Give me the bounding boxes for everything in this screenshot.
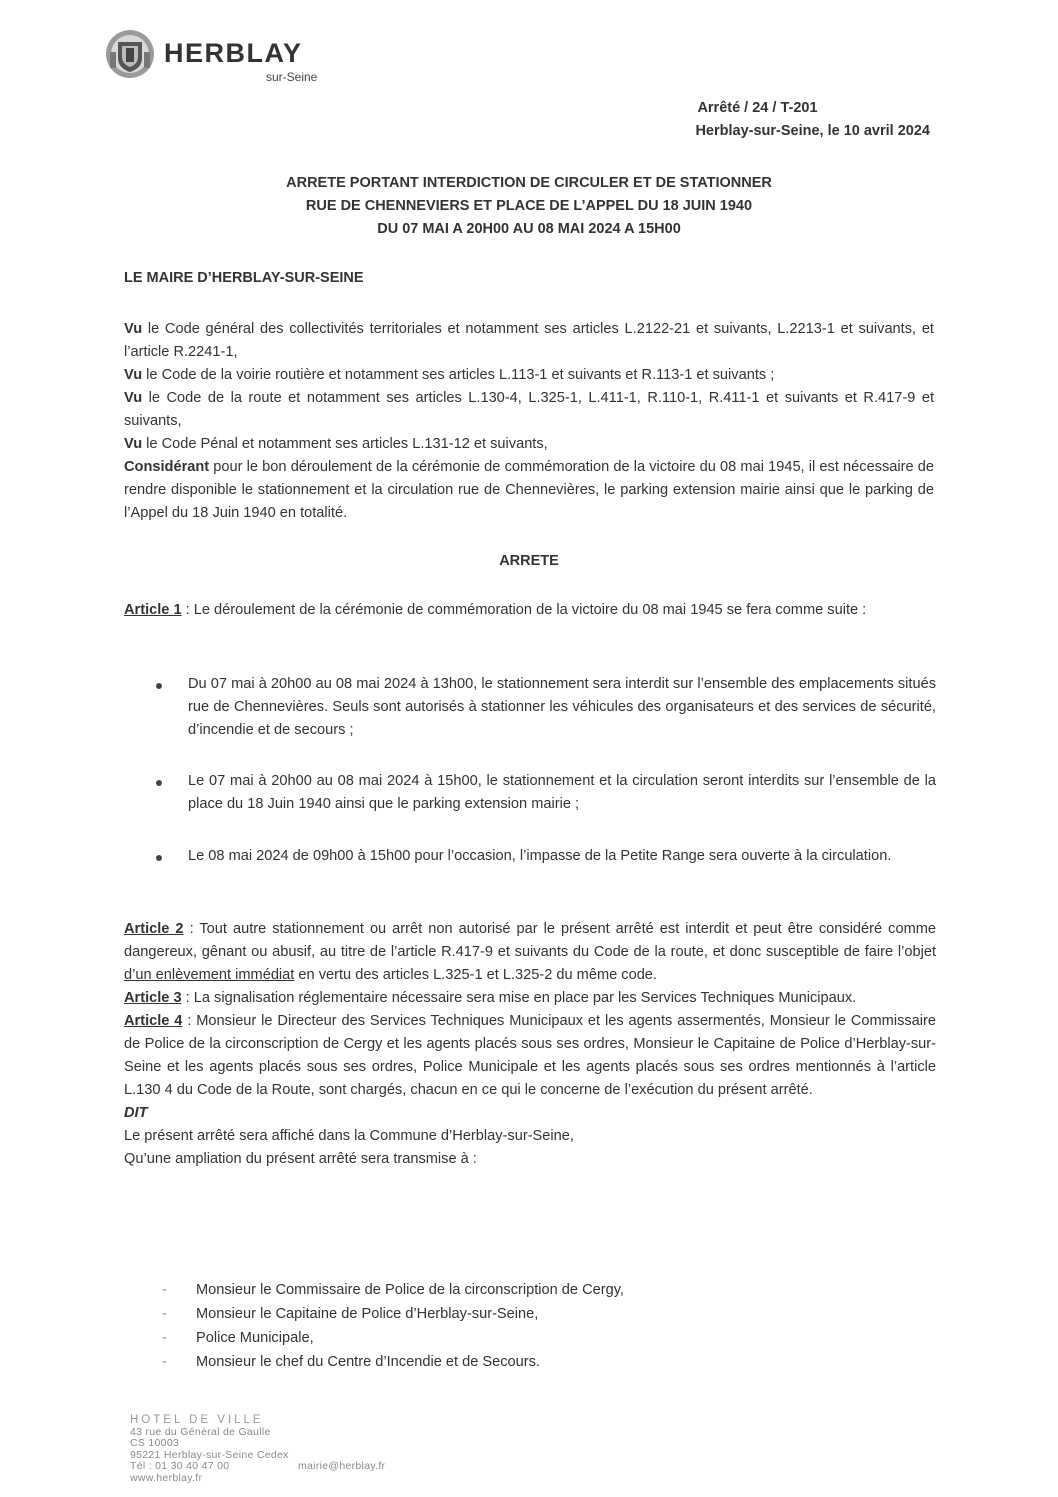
city-logo xyxy=(104,28,334,84)
footer-mail[interactable]: mairie@herblay.fr xyxy=(298,1460,386,1472)
dit-line-2: Qu’une ampliation du présent arrêté sera transmise à : xyxy=(124,1151,477,1167)
article-3 xyxy=(124,987,936,1010)
recital-lead: Considérant xyxy=(124,459,210,475)
mayor-heading: LE MAIRE D’HERBLAY-SUR-SEINE xyxy=(124,270,364,286)
recital xyxy=(124,318,934,364)
list-item xyxy=(156,845,936,868)
place-date: Herblay-sur-Seine, le 10 avril 2024 xyxy=(695,123,930,139)
list-item-text: Police Municipale, xyxy=(196,1330,314,1346)
dash-icon: - xyxy=(162,1306,167,1322)
list-item xyxy=(156,770,936,816)
list-item-text: Monsieur le Commissaire de Police de la circonscription de Cergy, xyxy=(196,1282,624,1298)
recital-lead: Vu xyxy=(124,436,143,452)
footer-tel: Tél : 01 30 40 47 00 xyxy=(130,1460,230,1472)
footer-address xyxy=(130,1415,490,1484)
list-item xyxy=(160,1278,860,1302)
list-item-text: Monsieur le Capitaine de Police d’Herblay-sur-Seine, xyxy=(196,1306,539,1322)
bullet-icon xyxy=(156,855,162,861)
list-item xyxy=(160,1326,860,1350)
recital-lead: Vu xyxy=(124,367,143,383)
recital xyxy=(124,387,934,433)
decree-reference xyxy=(695,97,930,143)
list-item-text: Le 07 mai à 20h00 au 08 mai 2024 à 15h00, le stationnement et la circulation seront interdits sur l’ensemble de la place du 18 Juin 1940 ainsi que le parking extension mairie ; xyxy=(188,773,936,812)
recital xyxy=(124,364,934,387)
footer-web[interactable]: www.herblay.fr xyxy=(130,1471,203,1484)
recital-text: le Code de la route et notamment ses articles L.130-4, L.325-1, L.411-1, R.110-1, R.411-1 et suivants et R.417-9 et suivants, xyxy=(124,390,934,429)
recital xyxy=(124,433,934,456)
article-4 xyxy=(124,1010,936,1102)
title-line-1: ARRETE PORTANT INTERDICTION DE CIRCULER ET DE STATIONNER xyxy=(286,175,772,191)
decree-number: Arrêté / 24 / T-201 xyxy=(697,100,818,116)
recital xyxy=(124,456,934,525)
list-item-text: Le 08 mai 2024 de 09h00 à 15h00 pour l’occasion, l’impasse de la Petite Range sera ouverte à la circulation. xyxy=(188,848,892,864)
recipients-list xyxy=(160,1278,860,1374)
footer-address-3: 95221 Herblay-sur-Seine Cedex xyxy=(130,1448,289,1461)
recital-text: le Code de la voirie routière et notamment ses articles L.113-1 et suivants et R.113-1 et suivants ; xyxy=(142,367,775,383)
recital-lead: Vu xyxy=(124,390,143,406)
article-3-label: Article 3 xyxy=(124,990,182,1006)
dit-line-1: Le présent arrêté sera affiché dans la Commune d’Herblay-sur-Seine, xyxy=(124,1128,574,1144)
article-2-underlined: d’un enlèvement immédiat xyxy=(124,967,295,983)
footer-contact xyxy=(130,1461,490,1473)
footer-address-2: CS 10003 xyxy=(130,1437,180,1449)
list-item xyxy=(160,1350,860,1374)
article-2-text: : Tout autre stationnement ou arrêt non autorisé par le présent arrêté est interdit et peut être considéré comme dangereux, gênant ou abusif, au titre de l’article R.417-9 et suivants du Code de la route, et donc susceptible de faire l’objet xyxy=(124,921,936,960)
recital-text: le Code général des collectivités territoriales et notamment ses articles L.2122-21 et suivants, L.2213-1 et suivants, et l’article R.2241-1, xyxy=(124,321,934,360)
recital-text: le Code Pénal et notamment ses articles L.131-12 et suivants, xyxy=(142,436,548,452)
list-item-text: Du 07 mai à 20h00 au 08 mai 2024 à 13h00, le stationnement sera interdit sur l’ensemble des emplacements situés rue de Chennevières. Seuls sont autorisés à stationner les véhicules des organisateurs et des services de sécurité, d’incendie et de secours ; xyxy=(188,676,936,738)
logo-subtitle: sur-Seine xyxy=(266,70,318,84)
dash-icon: - xyxy=(162,1282,167,1298)
title-line-3: DU 07 MAI A 20H00 AU 08 MAI 2024 A 15H00 xyxy=(377,221,681,237)
list-item xyxy=(160,1302,860,1326)
footer-hotel: HOTEL DE VILLE xyxy=(130,1414,264,1426)
list-item xyxy=(156,673,936,742)
title-line-2: RUE DE CHENNEVIERS ET PLACE DE L’APPEL DU 18 JUIN 1940 xyxy=(305,198,753,214)
article-3-text: : La signalisation réglementaire nécessaire sera mise en place par les Services Techniques Municipaux. xyxy=(181,990,857,1006)
decree-title xyxy=(0,172,1058,241)
article-2-text-end: en vertu des articles L.325-1 et L.325-2 du même code. xyxy=(294,967,657,983)
dash-icon: - xyxy=(162,1330,167,1346)
article-1-label: Article 1 xyxy=(124,602,182,618)
article-1-text: : Le déroulement de la cérémonie de commémoration de la victoire du 08 mai 1945 se fera comme suite : xyxy=(181,602,867,618)
article-1 xyxy=(124,599,934,622)
article-4-label: Article 4 xyxy=(124,1013,183,1029)
article-4-text: : Monsieur le Directeur des Services Techniques Municipaux et les agents assermentés, Monsieur le Commissaire de Police de la circonscription de Cergy et les agents placés sous ses ordres, Monsieur le Capitaine de Police d’Herblay-sur-Seine et les agents placés sous ses ordres, Police Municipale et les agents placés sous ses ordres mentionnés à l’article L.130 4 du Code de la Route, sont chargés, chacun en ce qui le concerne de l’exécution du présent arrêté. xyxy=(124,1013,937,1098)
dit-label: DIT xyxy=(124,1105,148,1121)
footer-address-1: 43 rue du Général de Gaulle xyxy=(130,1425,271,1438)
bullet-icon xyxy=(156,683,162,689)
dit-heading xyxy=(124,1102,936,1125)
article-2-label: Article 2 xyxy=(124,921,184,937)
article-1-list xyxy=(156,673,936,742)
recitals xyxy=(124,318,934,525)
list-item-text: Monsieur le chef du Centre d’Incendie et de Secours. xyxy=(196,1354,540,1370)
recital-lead: Vu xyxy=(124,321,143,337)
articles-2-4 xyxy=(124,918,936,1171)
dash-icon: - xyxy=(162,1354,167,1370)
arrete-heading: ARRETE xyxy=(499,553,559,569)
crest-icon xyxy=(104,28,156,80)
bullet-icon xyxy=(156,780,162,786)
article-1-list xyxy=(156,845,936,868)
article-2 xyxy=(124,918,936,987)
recital-text: pour le bon déroulement de la cérémonie de commémoration de la victoire du 08 mai 1945, il est nécessaire de rendre disponible le stationnement et la circulation rue de Chennevières, le parking extension mairie ainsi que le parking de l’Appel du 18 Juin 1940 en totalité. xyxy=(124,459,934,521)
logo-name: HERBLAY xyxy=(164,38,303,68)
article-1-list xyxy=(156,770,936,816)
